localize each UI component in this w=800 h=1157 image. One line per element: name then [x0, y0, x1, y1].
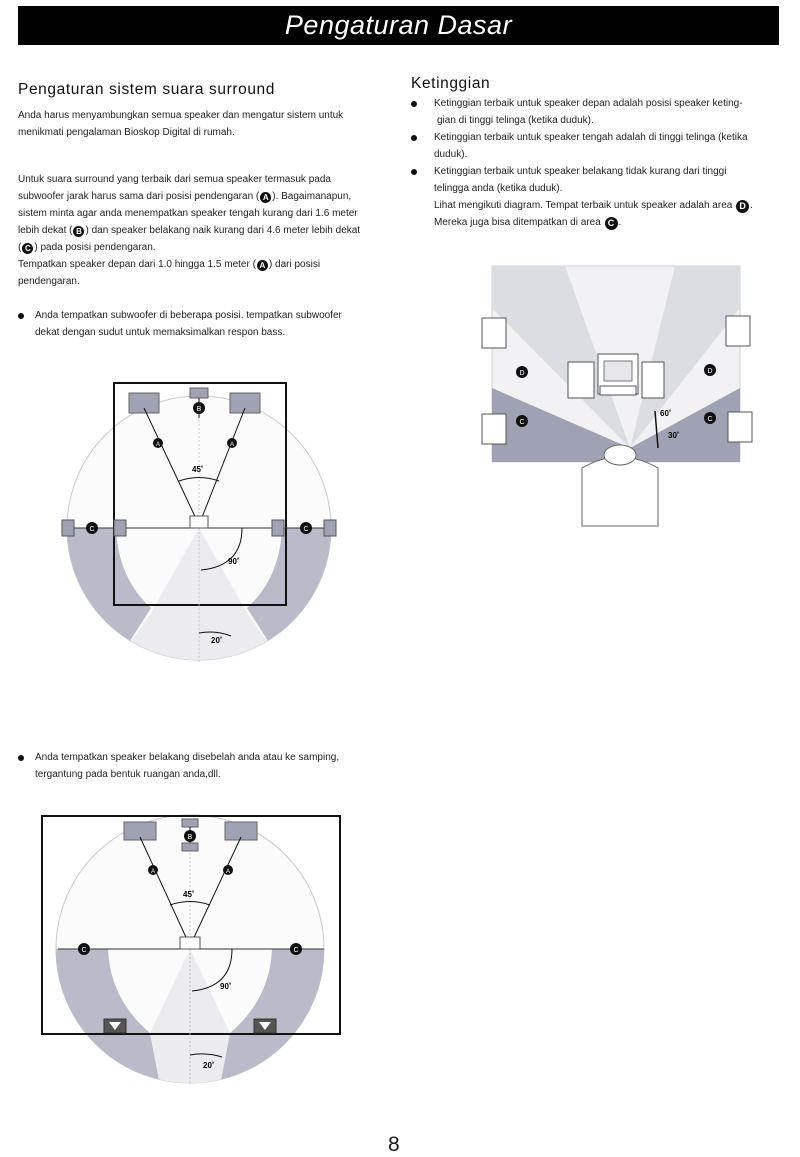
para-line: Tempatkan speaker depan dari 1.0 hingga 1.5 meter ( A ) dari posisi [18, 259, 321, 270]
svg-text:45˚: 45˚ [192, 465, 204, 474]
para-line: Untuk suara surround yang terbaik dari semua speaker termasuk pada [18, 174, 331, 185]
svg-text:C: C [519, 419, 525, 426]
listener-icon [190, 516, 208, 528]
rear-right-inner-speaker [272, 520, 284, 536]
front-right-speaker [642, 362, 664, 398]
bullet-line: duduk). [434, 149, 468, 160]
svg-text:20˚: 20˚ [203, 1061, 215, 1070]
bullet-line: telingga anda (ketika duduk). [434, 183, 563, 194]
bullet-line: Anda tempatkan subwoofer di beberapa posisi. tempatkan subwoofer [35, 310, 342, 321]
intro-line: Anda harus menyambungkan semua speaker dan mengatur sistem untuk [18, 110, 344, 121]
bullet-line: tergantung pada bentuk ruangan anda,dll. [35, 769, 221, 780]
angle-label-lower: 30˚ [668, 431, 680, 440]
bullet-line: Ketinggian terbaik untuk speaker depan adalah posisi speaker keting- [434, 98, 743, 109]
para-line: ( C ) pada posisi pendengaran. [18, 242, 156, 253]
listener-icon [180, 937, 200, 949]
lower-left-speaker [482, 414, 506, 444]
distance-paragraph [18, 171, 388, 290]
para-line: pendengaran. [18, 276, 80, 287]
svg-text:20˚: 20˚ [211, 636, 223, 645]
bullet-front-height [411, 95, 781, 129]
svg-text:B: B [196, 406, 202, 413]
rear-right-speaker [324, 520, 336, 536]
bullet-line: Mereka juga bisa ditempatkan di area C . [434, 217, 622, 228]
intro-line: menikmati pengalaman Bioskop Digital di rumah. [18, 127, 235, 138]
bullet-subwoofer [18, 307, 388, 341]
marker-d-icon: D [736, 200, 749, 213]
marker-a-icon: A [257, 260, 268, 271]
bullet-center-height [411, 129, 781, 163]
bullet-line: gian di tinggi telinga (ketika duduk). [437, 115, 594, 126]
speaker-height-diagram [470, 258, 770, 538]
bullet-line: dekat dengan sudut untuk memaksimalkan respon bass. [35, 327, 286, 338]
page-header [18, 6, 779, 45]
center-speaker-lower [182, 843, 198, 851]
bullet-dot-icon [18, 755, 24, 761]
bullet-dot-icon [411, 135, 417, 141]
marker-c-icon: C [605, 217, 618, 230]
svg-text:A: A [155, 442, 161, 448]
lower-right-speaker [728, 412, 752, 442]
svg-text:A: A [229, 442, 235, 448]
section-heading-surround: Pengaturan sistem suara surround [18, 81, 275, 98]
upper-right-speaker [726, 316, 750, 346]
bullet-rear-height [411, 163, 786, 233]
svg-text:C: C [89, 526, 95, 533]
center-speaker [600, 386, 636, 395]
bullet-dot-icon [18, 313, 24, 319]
svg-text:C: C [707, 416, 713, 423]
marker-a-icon: A [260, 192, 271, 203]
bullet-line: Ketinggian terbaik untuk speaker tengah adalah di tinggi telinga (ketika [434, 132, 748, 143]
tv-screen [604, 361, 632, 381]
page-number: 8 [388, 1133, 400, 1156]
svg-text:90˚: 90˚ [228, 557, 240, 566]
svg-text:C: C [303, 526, 309, 533]
svg-text:90˚: 90˚ [220, 982, 232, 991]
rear-left-inner-speaker [114, 520, 126, 536]
front-left-speaker [129, 393, 159, 413]
marker-b-icon: B [73, 226, 84, 237]
bullet-dot-icon [411, 101, 417, 107]
front-left-speaker [568, 362, 594, 398]
bullet-line: Lihat mengikuti diagram. Tempat terbaik untuk speaker adalah area D . [434, 200, 753, 211]
section-heading-height: Ketinggian [411, 75, 491, 92]
svg-text:D: D [707, 368, 713, 375]
svg-text:D: D [519, 370, 525, 377]
bullet-dot-icon [411, 169, 417, 175]
svg-text:B: B [187, 834, 193, 841]
front-right-speaker [230, 393, 260, 413]
para-line: sistem minta agar anda menempatkan speaker tengah kurang dari 1.6 meter [18, 208, 358, 219]
svg-text:C: C [81, 947, 87, 954]
speaker-layout-diagram-1 [56, 378, 346, 663]
marker-c-icon: C [22, 243, 33, 254]
svg-text:45˚: 45˚ [183, 890, 195, 899]
svg-text:C: C [293, 947, 299, 954]
bullet-line: Ketinggian terbaik untuk speaker belakang tidak kurang dari tinggi [434, 166, 727, 177]
svg-text:A: A [150, 869, 156, 875]
intro-paragraph [18, 107, 388, 141]
listener-head-icon [604, 445, 636, 465]
para-line: subwoofer jarak harus sama dari posisi pendengaran ( A ). Bagaimanapun, [18, 191, 352, 202]
center-speaker [182, 819, 198, 827]
page-title: Pengaturan Dasar [284, 10, 513, 40]
chair-icon [582, 457, 658, 526]
svg-text:A: A [225, 869, 231, 875]
bullet-line: Anda tempatkan speaker belakang disebelah anda atau ke samping, [35, 752, 340, 763]
bullet-rear-speakers [18, 749, 388, 783]
angle-label-upper: 60˚ [660, 409, 672, 418]
upper-left-speaker [482, 318, 506, 348]
para-line: lebih dekat ( B ) dan speaker belakang naik kurang dari 4.6 meter lebih dekat [18, 225, 361, 236]
speaker-layout-diagram-2 [40, 813, 345, 1085]
rear-left-speaker [62, 520, 74, 536]
center-speaker [190, 388, 208, 398]
